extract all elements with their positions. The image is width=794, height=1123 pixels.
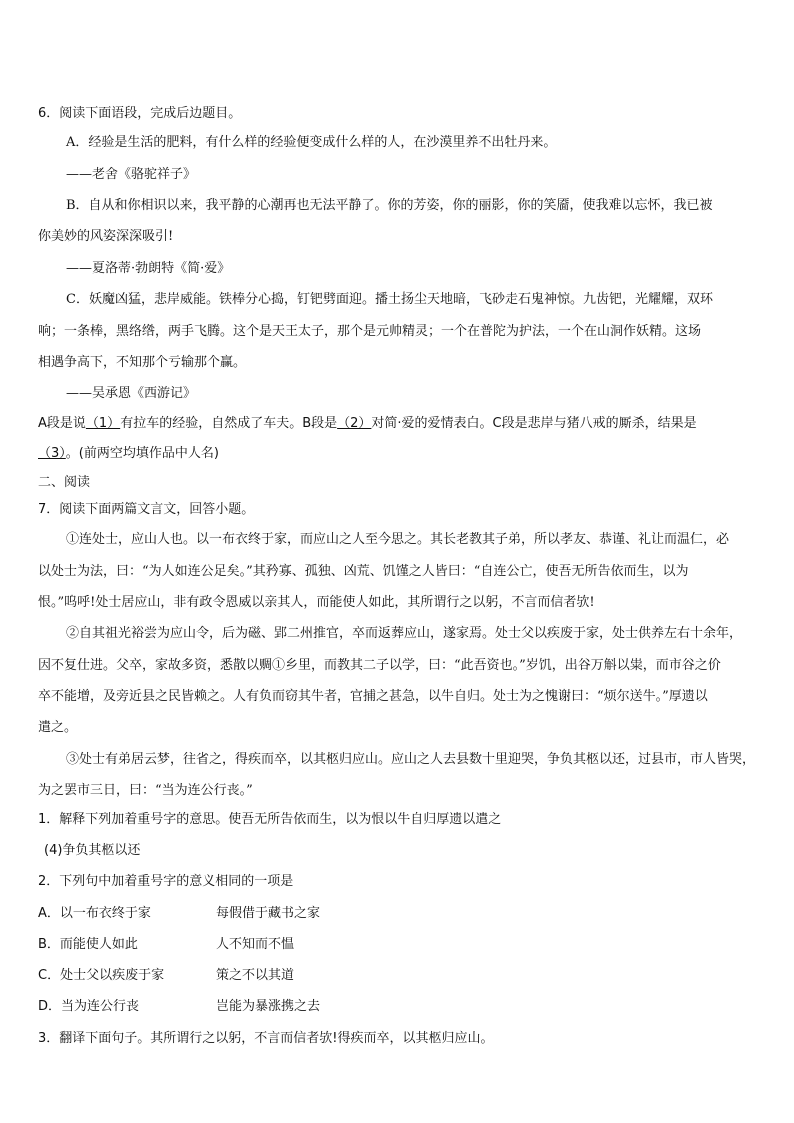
q7-sub2-option-c-left: C．处士父以疾废于家 — [38, 968, 165, 983]
q7-sub2-heading: 2．下列句中加着重号字的意义相同的一项是 — [38, 874, 294, 889]
q6-option-c-line1: C．妖魔凶猛，悲岸威能。铁棒分心捣，钉钯劈面迎。播土扬尘天地暗，飞砂走石鬼神惊。九齿钯，光耀耀，双环 — [66, 292, 713, 307]
q7-sub3: 3．翻译下面句子。其所谓行之以躬，不言而信者欤!得疾而卒，以其柩归应山。 — [38, 1031, 494, 1046]
q7-sub1-line1: 1．解释下列加着重号字的意思。使吾无所告依而生，以为恨以牛自归厚遗以遣之 — [38, 812, 502, 827]
q7-para1-line3: 恨。”呜呼!处士居应山，非有政令恩威以亲其人，而能使人如此，其所谓行之以躬，不言而信者欤! — [38, 595, 595, 610]
q7-para2-line4: 遣之。 — [38, 720, 78, 735]
q7-para3-line1: ③处士有弟居云梦，往省之，得疾而卒，以其柩归应山。应山之人去县数十里迎哭，争负其柩以还，过县市，市人皆哭， — [66, 752, 756, 767]
q7-para3-line2: 为之罢市三日，曰：“当为连公行丧。” — [38, 783, 253, 798]
q7-para1-line2: 以处士为法，曰：“为人如连公足矣。”其矜寡、孤独、凶荒、饥馑之人皆曰：“自连公亡，使吾无所告依而生，以为 — [38, 564, 689, 579]
q6-option-a-source: ——老舍《骆驼祥子》 — [66, 167, 197, 182]
q7-sub2-option-c-right: 策之不以其道 — [216, 968, 295, 983]
q7-para1-line1: ①连处士，应山人也。以一布衣终于家，而应山之人至今思之。其长老教其子弟，所以孝友、恭谨、礼让而温仁，必 — [66, 532, 730, 547]
q6-answer-line — [38, 416, 697, 432]
q7-heading: 7．阅读下面两篇文言文，回答小题。 — [38, 502, 255, 517]
q7-sub2-option-b-left: B．而能使人如此 — [38, 937, 138, 952]
q7-sub2-option-d-left: D．当为连公行丧 — [38, 999, 140, 1014]
q7-sub2-option-d-right: 岂能为暴涨携之去 — [216, 999, 321, 1014]
q6-answer-part3: 对简·爱的爱情表白。C段是悲岸与猪八戒的厮杀，结果是 — [371, 416, 697, 431]
q6-answer-part1: A段是说 — [38, 416, 86, 431]
q6-option-b-line1: B．自从和你相识以来，我平静的心潮再也无法平静了。你的芳姿，你的丽影，你的笑靥，使我难以忘怀，我已被 — [66, 198, 713, 213]
q6-option-c-line2: 响；一条棒，黑络绺，两手飞腾。这个是天王太子，那个是元帅精灵；一个在普陀为护法，一个在山洞作妖精。这场 — [38, 324, 702, 339]
q6-answer-line2 — [38, 446, 219, 462]
q7-para2-line3: 卒不能增，及旁近县之民皆赖之。人有负而窃其牛者，官捕之甚急，以牛自归。处士为之愧谢曰：“烦尔送牛。”厚遗以 — [38, 689, 708, 704]
q6-answer-part2: 有拉车的经验，自然成了车夫。B段是 — [120, 416, 338, 431]
q6-answer-part4: 。(前两空均填作品中人名) — [65, 446, 219, 461]
q7-para2-line1: ②自其祖光裕尝为应山令，后为磁、郢二州推官，卒而返葬应山，遂家焉。处士父以疾废于家，处士供养左右十余年， — [66, 626, 743, 641]
q6-option-a: A．经验是生活的肥料，有什么样的经验便变成什么样的人，在沙漠里养不出牡丹来。 — [66, 135, 557, 150]
q6-option-b-source: ——夏洛蒂·勃朗特《简·爱》 — [66, 261, 231, 276]
q6-option-c-source: ——吴承恩《西游记》 — [66, 386, 197, 401]
q7-sub2-option-a-right: 每假借于藏书之家 — [216, 906, 321, 921]
q6-heading: 6．阅读下面语段，完成后边题目。 — [38, 106, 242, 121]
q6-blank-3: （3） — [38, 446, 66, 461]
q6-option-b-line2: 你美妙的风姿深深吸引! — [38, 229, 174, 244]
q7-sub1-line2: (4)争负其柩以还 — [44, 843, 141, 858]
q7-para2-line2: 因不复仕进。父卒，家故多资，悉散以赒①乡里，而教其二子以学，曰：“此吾资也。”岁饥，出谷万斛以粜，而市谷之价 — [38, 658, 721, 673]
q7-sub2-option-b-right: 人不知而不愠 — [216, 937, 295, 952]
section-reading-title: 二、阅读 — [38, 475, 91, 490]
q7-sub2-option-a-left: A．以一布衣终于家 — [38, 906, 151, 921]
q6-blank-1: （1） — [85, 416, 121, 431]
q6-option-c-line3: 相遇争高下，不知那个亏输那个赢。 — [38, 355, 247, 370]
q6-blank-2: （2） — [337, 416, 372, 431]
